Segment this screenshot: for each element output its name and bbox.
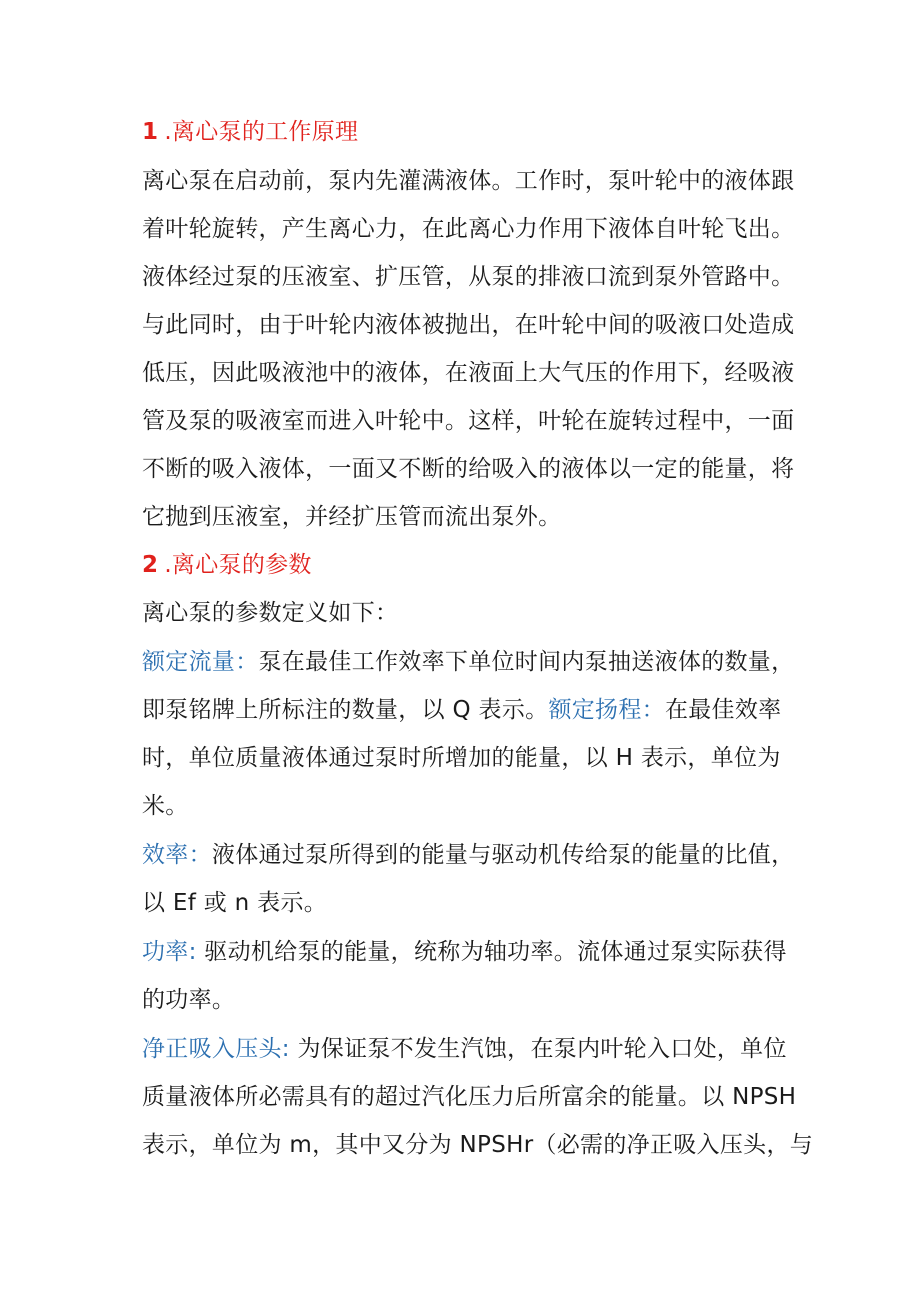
npsh-line-3: 表示，单位为 m，其中又分为 NPSHr（必需的净正吸入压头，与 bbox=[142, 1132, 814, 1158]
rated-head-line-3: 米。 bbox=[142, 793, 189, 819]
efficiency-line-2: 以 Ef 或 n 表示。 bbox=[142, 890, 328, 916]
power-line-1 bbox=[142, 937, 787, 967]
section-2-number: 2 bbox=[142, 552, 159, 578]
efficiency-term: 效率： bbox=[142, 842, 212, 868]
section-1-number: 1 bbox=[142, 119, 159, 145]
section-1-line-6: 管及泵的吸液室而进入叶轮中。这样，叶轮在旋转过程中，一面 bbox=[142, 408, 795, 434]
section-1-line-8: 它抛到压液室，并经扩压管而流出泵外。 bbox=[142, 504, 562, 530]
npsh-line-1 bbox=[142, 1034, 787, 1064]
section-1-line-7: 不断的吸入液体，一面又不断的给吸入的液体以一定的能量，将 bbox=[142, 456, 795, 482]
rated-flow-text-1: 泵在最佳工作效率下单位时间内泵抽送液体的数量， bbox=[258, 649, 795, 675]
section-1-line-2: 着叶轮旋转，产生离心力，在此离心力作用下液体自叶轮飞出。 bbox=[142, 216, 795, 242]
power-text-1: 驱动机给泵的能量，统称为轴功率。流体通过泵实际获得 bbox=[196, 939, 787, 965]
npsh-text-1: 为保证泵不发生汽蚀，在泵内叶轮入口处，单位 bbox=[289, 1036, 787, 1062]
section-2-intro: 离心泵的参数定义如下： bbox=[142, 600, 399, 626]
section-1-line-3: 液体经过泵的压液室、扩压管，从泵的排液口流到泵外管路中。 bbox=[142, 264, 795, 290]
power-line-2: 的功率。 bbox=[142, 987, 236, 1013]
section-1-line-5: 低压，因此吸液池中的液体，在液面上大气压的作用下，经吸液 bbox=[142, 360, 795, 386]
rated-flow-line-2 bbox=[142, 695, 781, 725]
efficiency-line-1 bbox=[142, 840, 794, 870]
section-1-heading bbox=[142, 117, 358, 147]
section-1-line-4: 与此同时，由于叶轮内液体被抛出，在叶轮中间的吸液口处造成 bbox=[142, 312, 795, 338]
section-2-heading bbox=[142, 550, 312, 580]
rated-flow-line-1 bbox=[142, 647, 794, 677]
npsh-line-2: 质量液体所必需具有的超过汽化压力后所富余的能量。以 NPSH bbox=[142, 1084, 797, 1110]
npsh-term: 净正吸入压头: bbox=[142, 1036, 290, 1062]
rated-head-text-1: 在最佳效率 bbox=[664, 697, 782, 723]
section-2-title: .离心泵的参数 bbox=[164, 552, 312, 578]
rated-flow-text-2: 即泵铭牌上所标注的数量，以 Q 表示。 bbox=[142, 697, 549, 723]
rated-head-term: 额定扬程： bbox=[548, 697, 665, 723]
section-1-line-1: 离心泵在启动前，泵内先灌满液体。工作时，泵叶轮中的液体跟 bbox=[142, 168, 795, 194]
power-term: 功率: bbox=[142, 939, 197, 965]
rated-flow-term: 额定流量： bbox=[142, 649, 259, 675]
section-1-title: .离心泵的工作原理 bbox=[164, 119, 359, 145]
efficiency-text-1: 液体通过泵所得到的能量与驱动机传给泵的能量的比值， bbox=[211, 842, 795, 868]
rated-head-line-2: 时，单位质量液体通过泵时所增加的能量，以 H 表示，单位为 bbox=[142, 745, 781, 771]
